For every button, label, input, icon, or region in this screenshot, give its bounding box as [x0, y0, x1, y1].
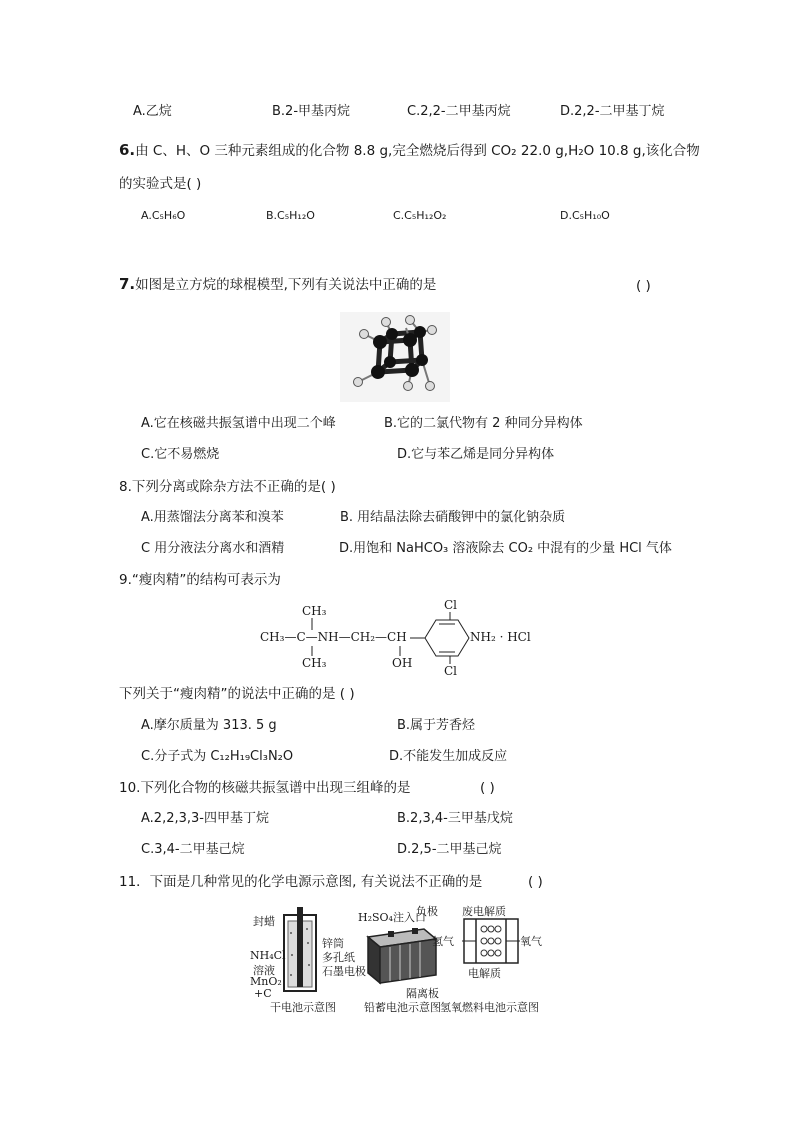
q9-option-d: D.不能发生加成反应: [389, 749, 508, 764]
q8-option-c: C 用分液法分离水和酒精: [141, 541, 285, 556]
structure-oh: OH: [392, 656, 413, 670]
q6-option-d: D.C₅H₁₀O: [560, 209, 610, 222]
structure-ch3-top: CH₃: [302, 604, 327, 618]
structure-left-chain: CH₃—C—NH—CH₂—CH: [260, 630, 407, 644]
q11-stem: 11．下面是几种常见的化学电源示意图, 有关说法不正确的是: [119, 874, 483, 890]
q9-option-a: A.摩尔质量为 313. 5 g: [141, 718, 277, 733]
q6-stem-line2: 的实验式是( ): [119, 176, 202, 192]
dry-cell-label-c: +C: [254, 987, 272, 1000]
dry-cell-label-graphite: 石墨电极: [322, 965, 366, 978]
dry-cell-caption: 干电池示意图: [270, 1001, 336, 1014]
q7-option-c: C.它不易燃烧: [141, 447, 220, 462]
q5-option-a: A.乙烷: [133, 104, 172, 119]
structure-ch3-bottom: CH₃: [302, 656, 327, 670]
clenbuterol-structure: [260, 596, 550, 682]
dry-cell-label-solution: 溶液: [253, 964, 275, 977]
fuel-cell-caption: 氢氧燃料电池示意图: [440, 1001, 539, 1014]
structure-cl-top: Cl: [444, 598, 458, 612]
q7-stem-text: 如图是立方烷的球棍模型,下列有关说法中正确的是: [135, 277, 437, 293]
structure-nh2-hcl: NH₂ · HCl: [470, 630, 531, 644]
q5-option-d: D.2,2-二甲基丁烷: [560, 104, 665, 119]
fuel-cell-figure: [432, 903, 548, 1015]
q11-answer-paren: ( ): [528, 874, 543, 890]
q6-stem-line1: [119, 141, 700, 160]
q9-stem: 9.“瘦肉精”的结构可表示为: [119, 572, 281, 588]
q9-option-b: B.属于芳香烃: [397, 718, 476, 733]
q8-option-b: B. 用结晶法除去硝酸钾中的氯化钠杂质: [340, 510, 566, 525]
q10-option-d: D.2,5-二甲基己烷: [397, 842, 502, 857]
lead-acid-label-negative: 负极: [416, 905, 438, 918]
q9-option-c: C.分子式为 C₁₂H₁₉Cl₃N₂O: [141, 749, 294, 764]
q6-option-c: C.C₅H₁₂O₂: [393, 209, 447, 222]
lead-acid-label-inlet: H₂SO₄注入口: [358, 911, 426, 924]
q10-stem: 10.下列化合物的核磁共振氢谱中出现三组峰的是: [119, 780, 411, 796]
q7-answer-paren: ( ): [636, 278, 651, 294]
q6-option-b: B.C₅H₁₂O: [266, 209, 315, 222]
dry-cell-drawing: [280, 903, 320, 995]
lead-acid-caption: 铅蓄电池示意图: [364, 1001, 441, 1014]
fuel-cell-label-waste: 废电解质: [462, 905, 506, 918]
q9-question: 下列关于“瘦肉精”的说法中正确的是 ( ): [119, 686, 355, 702]
q5-option-c: C.2,2-二甲基丙烷: [407, 104, 511, 119]
q5-option-b: B.2-甲基丙烷: [272, 104, 351, 119]
fuel-cell-drawing: [462, 917, 520, 967]
q7-number: 7.: [119, 275, 136, 293]
dry-cell-label-zinc: 锌筒: [322, 937, 344, 950]
dry-cell-label-mno2: MnO₂: [250, 975, 282, 988]
structure-bonds: [260, 596, 550, 682]
q8-stem: 8.下列分离或除杂方法不正确的是( ): [119, 479, 336, 495]
dry-cell-label-paper: 多孔纸: [322, 951, 355, 964]
lead-acid-drawing: [362, 925, 440, 987]
q7-option-a: A.它在核磁共振氢谱中出现二个峰: [141, 416, 336, 431]
structure-cl-bottom: Cl: [444, 664, 458, 678]
q6-number: 6.: [119, 141, 136, 159]
q8-option-a: A.用蒸馏法分离苯和溴苯: [141, 510, 284, 525]
q6-option-a: A.C₅H₆O: [141, 209, 186, 222]
lead-acid-label-separator: 隔离板: [406, 987, 439, 1000]
q7-option-d: D.它与苯乙烯是同分异构体: [397, 447, 555, 462]
q10-option-b: B.2,3,4-三甲基戊烷: [397, 811, 513, 826]
dry-cell-label-wax: 封蜡: [253, 915, 275, 928]
dry-cell-figure: [250, 903, 366, 1015]
q7-stem-line: [119, 275, 436, 294]
q10-option-c: C.3,4-二甲基己烷: [141, 842, 245, 857]
q10-option-a: A.2,2,3,3-四甲基丁烷: [141, 811, 269, 826]
q10-answer-paren: ( ): [480, 780, 495, 796]
dry-cell-label-nh4cl: NH₄Cl: [250, 949, 286, 962]
fuel-cell-label-electrolyte: 电解质: [468, 967, 501, 980]
q7-option-b: B.它的二氯代物有 2 种同分异构体: [384, 416, 583, 431]
fuel-cell-label-oxygen: 氧气: [520, 935, 542, 948]
fuel-cell-label-hydrogen: 氢气: [432, 935, 454, 948]
q6-stem-text: 由 C、H、O 三种元素组成的化合物 8.8 g,完全燃烧后得到 CO₂ 22.0 g,H₂O 10.8 g,该化合物: [135, 143, 700, 159]
q8-option-d: D.用饱和 NaHCO₃ 溶液除去 CO₂ 中混有的少量 HCl 气体: [339, 541, 672, 556]
cubane-model-image: [340, 312, 450, 402]
